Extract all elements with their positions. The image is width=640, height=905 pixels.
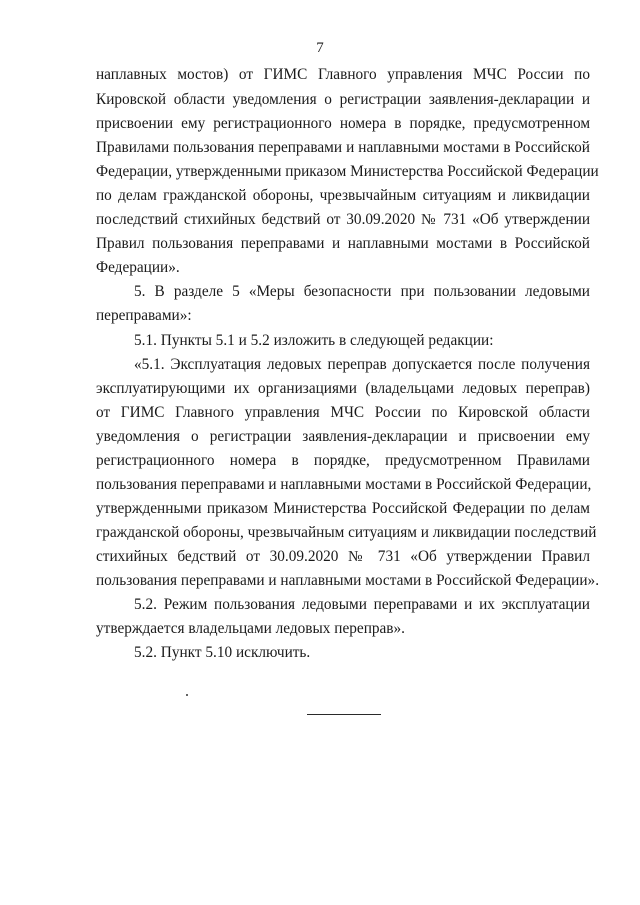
text-line: присвоении ему регистрационного номера в порядке, предусмотренном bbox=[96, 115, 590, 132]
text-line: утверждается владельцами ледовых переправ». bbox=[96, 620, 406, 637]
scan-speck bbox=[186, 694, 188, 696]
text-line: 5.1. Пункты 5.1 и 5.2 изложить в следующей редакции: bbox=[134, 332, 494, 349]
text-line: гражданской обороны, чрезвычайным ситуациям и ликвидации последствий bbox=[96, 524, 597, 541]
text-line: наплавных мостов) от ГИМС Главного управления МЧС России по bbox=[96, 66, 590, 83]
text-line: пользования переправами и наплавными мостами в Российской Федерации, bbox=[96, 476, 592, 493]
text-line: регистрационного номера в порядке, предусмотренном Правилами bbox=[96, 452, 590, 469]
text-line: стихийных бедствий от 30.09.2020 № 731 «Об утверждении Правил bbox=[96, 548, 590, 565]
end-separator-line bbox=[307, 714, 381, 715]
text-line: последствий стихийных бедствий от 30.09.2020 № 731 «Об утверждении bbox=[96, 211, 590, 228]
text-line: пользования переправами и наплавными мостами в Российской Федерации». bbox=[96, 572, 600, 589]
text-line: по делам гражданской обороны, чрезвычайным ситуациям и ликвидации bbox=[96, 187, 590, 204]
text-line: эксплуатирующими их организациями (владельцами ледовых переправ) bbox=[96, 380, 590, 397]
text-line: от ГИМС Главного управления МЧС России по Кировской области bbox=[96, 404, 590, 421]
text-line: утвержденными приказом Министерства Российской Федерации по делам bbox=[96, 500, 590, 517]
text-line: переправами»: bbox=[96, 307, 192, 324]
page-number: 7 bbox=[316, 40, 324, 56]
text-line: «5.1. Эксплуатация ледовых переправ допускается после получения bbox=[134, 356, 590, 373]
text-line: 5.2. Пункт 5.10 исключить. bbox=[134, 644, 311, 661]
text-line: Правил пользования переправами и наплавными мостами в Российской bbox=[96, 235, 590, 252]
text-line: 5.2. Режим пользования ледовыми переправами и их эксплуатации bbox=[134, 596, 590, 613]
text-line: Правилами пользования переправами и наплавными мостами в Российской bbox=[96, 139, 590, 156]
text-line: Кировской области уведомления о регистрации заявления-декларации и bbox=[96, 91, 590, 108]
text-line: 5. В разделе 5 «Меры безопасности при пользовании ледовыми bbox=[134, 283, 590, 300]
text-line: Федерации». bbox=[96, 259, 180, 276]
text-line: Федерации, утвержденными приказом Министерства Российской Федерации bbox=[96, 163, 599, 180]
text-line: уведомления о регистрации заявления-декларации и присвоении ему bbox=[96, 428, 590, 445]
